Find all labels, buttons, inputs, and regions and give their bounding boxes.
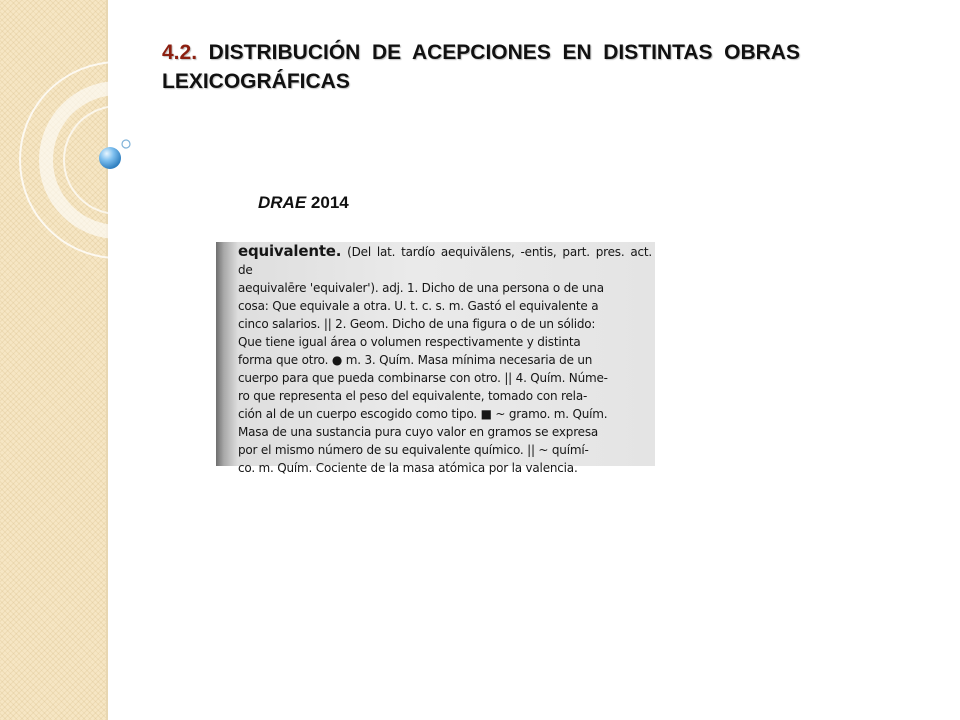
entry-headword: equivalente. [238,242,342,260]
entry-body: (Del lat. tardío aequivălens, -entis, part. pres. act. de aequivalēre 'equivaler'). adj. 1. Dicho de una persona o de una cosa: Que equivale a otra. U. t. c. s. m. Gastó el equivalente a cinco salarios. || 2. Geom. Dicho de una figura o de un sólido: Que tiene igual área o volumen respectivamente y distinta forma que otro. ● m. 3. Quím. Masa mínima necesaria de un cuerpo para que pueda combinarse con otro. || 4. Quím. Núme- ro que representa el peso del equivalente, tomado con rela- ción al de un cuerpo escogido como tipo. ■ ~ gramo. m. Quím. Masa de una sustancia pura cuyo valor en gramos se expresa por el mismo número de su equivalente químico. || ~ químí- co. m. Quím. Cociente de la masa atómica por la valencia. [238,245,652,475]
dictionary-entry-image [216,242,655,475]
source-label [258,193,349,213]
slide-title [162,38,800,96]
small-bubble-icon [122,140,130,148]
title-text: DISTRIBUCIÓN DE ACEPCIONES EN DISTINTAS OBRAS LEXICOGRÁFICAS [162,41,800,93]
dictionary-entry-text [238,242,652,477]
source-label-italic: DRAE [258,193,307,212]
title-number: 4.2. [162,41,198,64]
source-label-year: 2014 [310,193,349,212]
bubble-icon [99,147,121,169]
